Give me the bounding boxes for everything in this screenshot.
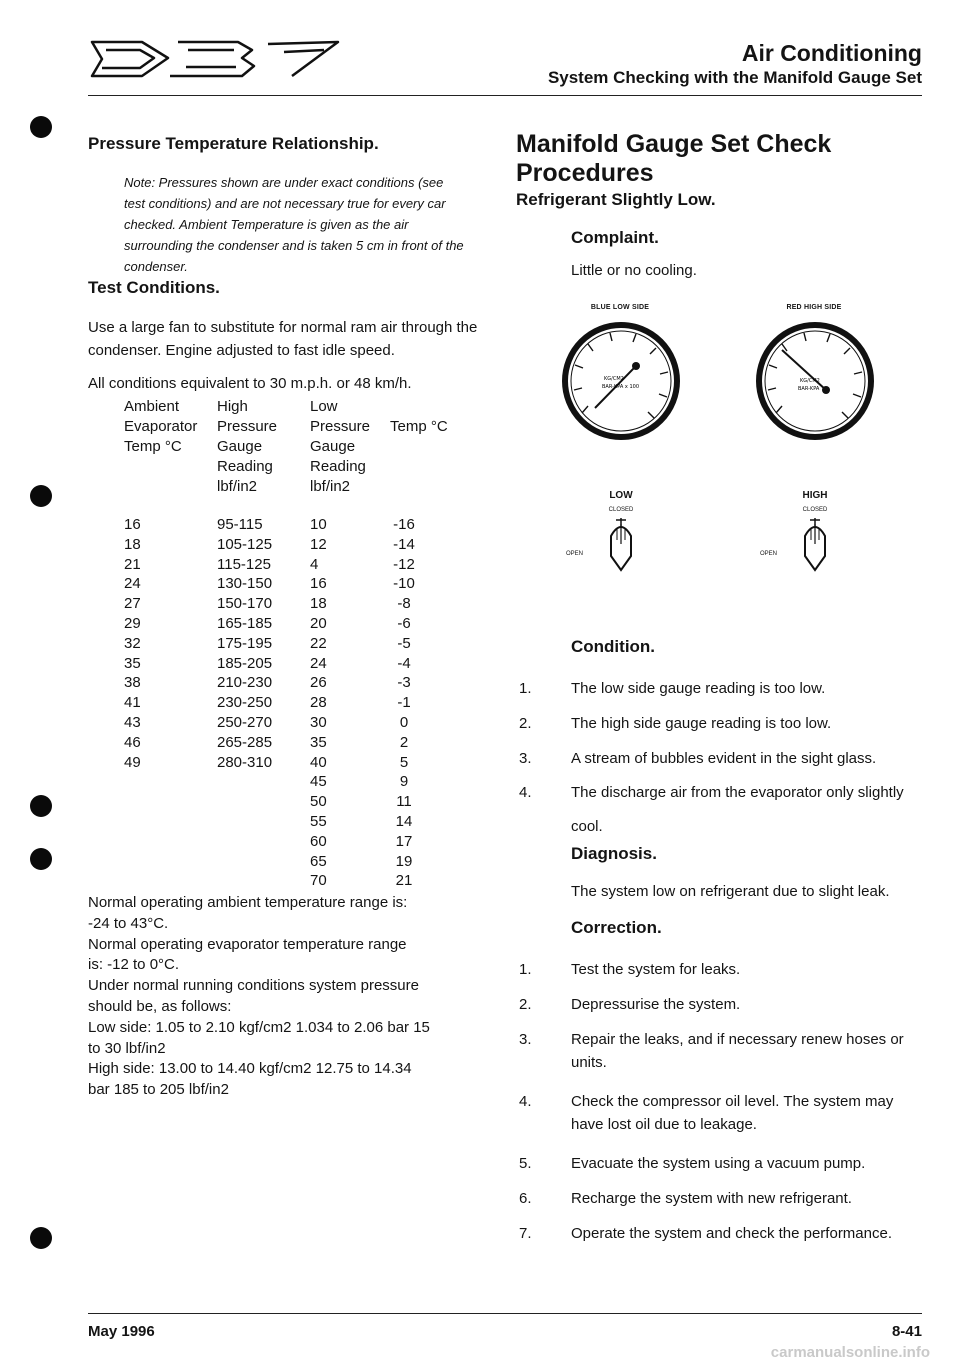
table-cell: -8 bbox=[397, 595, 411, 613]
header-col-low: Low Pressure Gauge Reading lbf/in2 bbox=[310, 398, 371, 495]
list-item: 1. The low side gauge reading is too low. bbox=[519, 680, 826, 697]
header-divider bbox=[88, 95, 922, 96]
note-text: Note: Pressures shown are under exact conditions (see test conditions) and are not necessary true for every car checked. Ambient Temperature is given as the air surrounding the condenser and is taken 5 cm in front of the condenser. bbox=[124, 175, 464, 274]
table-cell bbox=[124, 852, 217, 872]
complaint-label: Complaint. bbox=[571, 228, 659, 247]
pressure-table bbox=[124, 515, 424, 891]
svg-text:BAR-KPA x 100: BAR-KPA x 100 bbox=[602, 384, 640, 390]
table-cell: 43 bbox=[124, 713, 141, 731]
complaint-text: Little or no cooling. bbox=[571, 262, 697, 279]
table-cell: 45 bbox=[310, 773, 327, 791]
list-item: 3. A stream of bubbles evident in the sight glass. bbox=[519, 750, 877, 767]
low-closed-label: CLOSED bbox=[608, 507, 634, 513]
test-conditions-text: Use a large fan to substitute for normal ram air through the condenser. Engine adjusted to fast idle speed. bbox=[88, 319, 478, 359]
table-cell bbox=[217, 852, 310, 872]
table-cell: 2 bbox=[399, 733, 409, 751]
manifold-gauge-illustration bbox=[560, 304, 900, 584]
table-cell: -6 bbox=[397, 614, 411, 632]
table-cell: 230-250 bbox=[217, 694, 273, 712]
table-cell bbox=[124, 812, 217, 832]
refrigerant-low-heading: Refrigerant Slightly Low. bbox=[516, 190, 716, 209]
summary-line: is: -12 to 0°C. bbox=[88, 956, 180, 974]
table-row bbox=[124, 772, 424, 792]
table-cell: 4 bbox=[310, 555, 319, 573]
header-col-ambient: Ambient Evaporator Temp °C bbox=[124, 398, 198, 455]
table-cell: 35 bbox=[310, 733, 327, 751]
table-cell: 35 bbox=[124, 654, 141, 672]
summary-line: Normal operating ambient temperature range is: bbox=[88, 894, 408, 911]
header-col-high: High Pressure Gauge Reading lbf/in2 bbox=[217, 398, 278, 495]
table-cell: 22 bbox=[310, 634, 327, 652]
equivalent-speed-text: All conditions equivalent to 30 m.p.h. or 48 km/h. bbox=[88, 375, 412, 392]
footer-date: May 1996 bbox=[88, 1323, 155, 1340]
binder-hole bbox=[30, 795, 52, 817]
db7-logo bbox=[88, 36, 348, 89]
table-cell: 70 bbox=[310, 872, 327, 890]
header-subtitle: System Checking with the Manifold Gauge Set bbox=[547, 68, 922, 87]
table-cell: 280-310 bbox=[217, 753, 273, 771]
test-conditions-heading: Test Conditions. bbox=[88, 278, 220, 297]
table-cell: 24 bbox=[124, 575, 141, 593]
table-cell: 95-115 bbox=[217, 516, 263, 533]
table-cell: -5 bbox=[397, 634, 411, 652]
table-cell: 115-125 bbox=[217, 555, 271, 573]
summary-line: should be, as follows: bbox=[88, 997, 232, 1015]
table-cell: 32 bbox=[124, 634, 141, 652]
footer-page-number: 8-41 bbox=[891, 1323, 922, 1340]
table-row bbox=[124, 614, 424, 634]
table-cell: 27 bbox=[124, 595, 141, 613]
list-item: 2. The high side gauge reading is too low. bbox=[519, 715, 832, 732]
binder-hole bbox=[30, 116, 52, 138]
correction-list bbox=[519, 958, 923, 1245]
low-open-label: OPEN bbox=[566, 551, 584, 557]
table-cell: 105-125 bbox=[217, 535, 273, 553]
table-cell: 28 bbox=[310, 694, 327, 712]
table-cell: 10 bbox=[310, 516, 327, 533]
list-item: 3. Repair the leaks, and if necessary renew hoses or units. bbox=[519, 1031, 904, 1071]
table-cell bbox=[217, 792, 310, 812]
table-cell: 38 bbox=[124, 674, 141, 692]
high-pressure-gauge bbox=[754, 320, 876, 442]
table-row bbox=[124, 673, 424, 693]
table-row bbox=[124, 812, 424, 832]
summary-line: Normal operating evaporator temperature range bbox=[88, 935, 407, 953]
table-cell: 65 bbox=[310, 852, 327, 870]
high-open-label: OPEN bbox=[760, 551, 778, 557]
table-cell: 14 bbox=[395, 812, 413, 830]
list-item: 1. Test the system for leaks. bbox=[519, 961, 741, 978]
correction-label: Correction. bbox=[571, 918, 662, 937]
pressure-temperature-heading: Pressure Temperature Relationship. bbox=[88, 134, 379, 153]
high-side-label: RED HIGH SIDE bbox=[786, 304, 842, 311]
table-cell: 185-205 bbox=[217, 654, 273, 672]
summary-block bbox=[88, 893, 488, 1101]
table-cell: 11 bbox=[396, 793, 412, 811]
table-row bbox=[124, 555, 424, 575]
table-cell: 12 bbox=[310, 535, 327, 553]
table-cell: 20 bbox=[310, 614, 327, 632]
summary-line: -24 to 43°C. bbox=[88, 914, 169, 932]
table-cell: 130-150 bbox=[217, 575, 273, 593]
table-cell: 40 bbox=[310, 753, 327, 771]
summary-line: Under normal running conditions system pressure bbox=[88, 977, 419, 995]
low-side-label: BLUE LOW SIDE bbox=[590, 304, 650, 311]
table-cell: 0 bbox=[399, 713, 409, 731]
table-cell: 50 bbox=[310, 793, 327, 811]
table-cell bbox=[217, 812, 310, 832]
condition-list bbox=[519, 677, 921, 850]
header-title: Air Conditioning bbox=[741, 40, 922, 66]
summary-line: High side: 13.00 to 14.40 kgf/cm2 12.75 to 14.34 bbox=[88, 1060, 412, 1078]
table-cell: 17 bbox=[395, 832, 413, 850]
table-cell: 18 bbox=[310, 595, 327, 613]
table-cell: 26 bbox=[310, 674, 327, 692]
table-cell: 9 bbox=[399, 773, 409, 791]
table-cell bbox=[124, 792, 217, 812]
table-cell: 21 bbox=[395, 872, 413, 890]
table-cell bbox=[217, 871, 310, 891]
table-cell: 19 bbox=[395, 852, 413, 870]
diagnosis-label: Diagnosis. bbox=[571, 844, 657, 863]
table-row bbox=[124, 733, 424, 753]
table-cell: 41 bbox=[124, 694, 141, 712]
summary-line: bar 185 to 205 lbf/in2 bbox=[88, 1081, 229, 1099]
high-closed-label: CLOSED bbox=[802, 507, 828, 513]
summary-line: Low side: 1.05 to 2.10 kgf/cm2 1.034 to 2.06 bar 15 bbox=[88, 1018, 430, 1036]
table-row bbox=[124, 852, 424, 872]
table-cell: 16 bbox=[310, 575, 327, 593]
binder-hole bbox=[30, 1227, 52, 1249]
table-cell bbox=[124, 871, 217, 891]
table-cell: -1 bbox=[397, 694, 411, 712]
table-row bbox=[124, 693, 424, 713]
table-cell: -4 bbox=[397, 654, 411, 672]
svg-text:BAR-KPA: BAR-KPA bbox=[798, 386, 820, 392]
table-cell bbox=[124, 772, 217, 792]
table-cell: 16 bbox=[124, 516, 141, 533]
table-cell: 49 bbox=[124, 753, 141, 771]
list-item: 6. Recharge the system with new refrigerant. bbox=[519, 1190, 852, 1207]
table-cell: 24 bbox=[310, 654, 327, 672]
table-row bbox=[124, 594, 424, 614]
high-gauge-name: HIGH bbox=[802, 490, 828, 501]
table-cell: -14 bbox=[393, 535, 415, 553]
list-item: 5. Evacuate the system using a vacuum pump. bbox=[519, 1155, 866, 1172]
table-row bbox=[124, 654, 424, 674]
table-row bbox=[124, 753, 424, 773]
list-item: 4. The discharge air from the evaporator only slightly cool. bbox=[519, 784, 904, 835]
summary-line: to 30 lbf/in2 bbox=[88, 1039, 166, 1057]
list-item: 7. Operate the system and check the performance. bbox=[519, 1225, 892, 1242]
table-cell: -3 bbox=[397, 674, 411, 692]
table-cell bbox=[124, 832, 217, 852]
table-row bbox=[124, 515, 424, 535]
table-cell: 265-285 bbox=[217, 733, 273, 751]
table-row bbox=[124, 634, 424, 654]
high-valve-knob bbox=[798, 516, 832, 576]
table-cell: -12 bbox=[393, 555, 415, 573]
table-cell: 150-170 bbox=[217, 595, 273, 613]
footer-divider bbox=[88, 1313, 922, 1314]
table-cell: 210-230 bbox=[217, 674, 273, 692]
table-cell: 55 bbox=[310, 812, 327, 830]
svg-text:KG/CM2: KG/CM2 bbox=[604, 376, 624, 382]
table-cell: 165-185 bbox=[217, 614, 273, 632]
table-cell bbox=[217, 832, 310, 852]
table-cell: 29 bbox=[124, 614, 141, 632]
binder-hole bbox=[30, 848, 52, 870]
list-item: 2. Depressurise the system. bbox=[519, 996, 741, 1013]
watermark: carmanualsonline.info bbox=[770, 1344, 930, 1361]
table-cell: 175-195 bbox=[217, 634, 273, 652]
table-cell: -16 bbox=[393, 516, 415, 533]
binder-hole bbox=[30, 485, 52, 507]
table-row bbox=[124, 832, 424, 852]
low-valve-knob bbox=[604, 516, 638, 576]
low-gauge-name: LOW bbox=[609, 490, 633, 501]
svg-text:KG/CM2: KG/CM2 bbox=[800, 378, 820, 384]
table-cell: 46 bbox=[124, 733, 141, 751]
procedures-heading: Manifold Gauge Set Check Procedures bbox=[516, 130, 832, 187]
table-cell: 250-270 bbox=[217, 713, 273, 731]
table-row bbox=[124, 871, 424, 891]
table-cell: 18 bbox=[124, 535, 141, 553]
table-row bbox=[124, 535, 424, 555]
table-cell: 5 bbox=[399, 753, 409, 771]
low-pressure-gauge bbox=[560, 320, 682, 442]
table-row bbox=[124, 792, 424, 812]
condition-label: Condition. bbox=[571, 637, 656, 656]
list-item: 4. Check the compressor oil level. The system may have lost oil due to leakage. bbox=[519, 1093, 894, 1133]
table-cell: 30 bbox=[310, 713, 327, 731]
header-col-temp: Temp °C bbox=[390, 418, 448, 435]
table-row bbox=[124, 713, 424, 733]
diagnosis-text: The system low on refrigerant due to slight leak. bbox=[571, 883, 890, 900]
table-cell: -10 bbox=[393, 575, 415, 593]
table-cell: 21 bbox=[124, 555, 141, 573]
table-row bbox=[124, 574, 424, 594]
table-cell bbox=[217, 772, 310, 792]
table-cell: 60 bbox=[310, 832, 327, 850]
